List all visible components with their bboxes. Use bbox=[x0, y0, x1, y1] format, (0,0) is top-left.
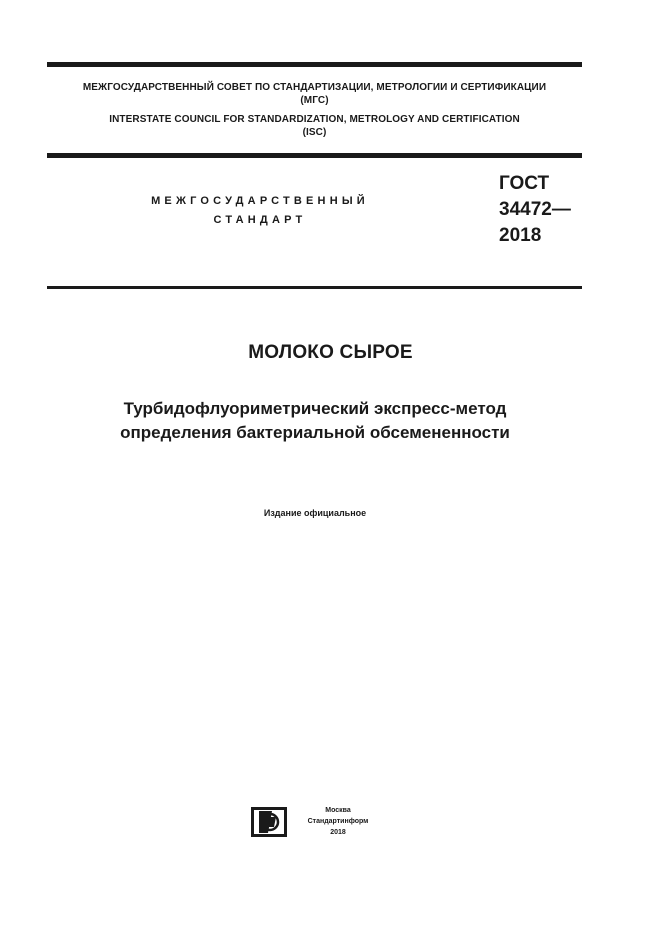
edition-note: Издание официальное bbox=[263, 508, 367, 518]
document-title: МОЛОКО СЫРОЕ bbox=[248, 342, 413, 363]
gost-designation bbox=[499, 171, 571, 249]
middle-rule bbox=[47, 153, 582, 158]
council-ru-block bbox=[47, 81, 582, 107]
gost-label: ГОСТ bbox=[499, 173, 550, 194]
lower-rule bbox=[47, 286, 582, 289]
standard-type-line2: СТАНДАРТ bbox=[213, 214, 307, 226]
council-en-abbr: (ISC) bbox=[302, 127, 327, 138]
gost-number: 34472— bbox=[499, 199, 571, 220]
document-subtitle-line1: Турбидофлуориметрический экспресс-метод bbox=[123, 399, 507, 418]
council-en-block bbox=[47, 113, 582, 139]
document-subtitle-line2: определения бактериальной обсемененности bbox=[120, 423, 510, 442]
council-ru-abbr: (МГС) bbox=[300, 95, 329, 106]
council-ru-name: МЕЖГОСУДАРСТВЕННЫЙ СОВЕТ ПО СТАНДАРТИЗАЦИИ, МЕТРОЛОГИИ И СЕРТИФИКАЦИИ bbox=[82, 82, 547, 93]
publisher-city: Москва bbox=[325, 807, 351, 814]
publisher-year: 2018 bbox=[330, 829, 346, 836]
publisher-logo-icon bbox=[250, 806, 288, 838]
standard-type-line1: МЕЖГОСУДАРСТВЕННЫЙ bbox=[151, 195, 369, 207]
top-rule bbox=[47, 62, 582, 67]
gost-year: 2018 bbox=[499, 225, 542, 246]
council-en-name: INTERSTATE COUNCIL FOR STANDARDIZATION, METROLOGY AND CERTIFICATION bbox=[109, 114, 520, 125]
publisher-name: Стандартинформ bbox=[307, 818, 369, 825]
